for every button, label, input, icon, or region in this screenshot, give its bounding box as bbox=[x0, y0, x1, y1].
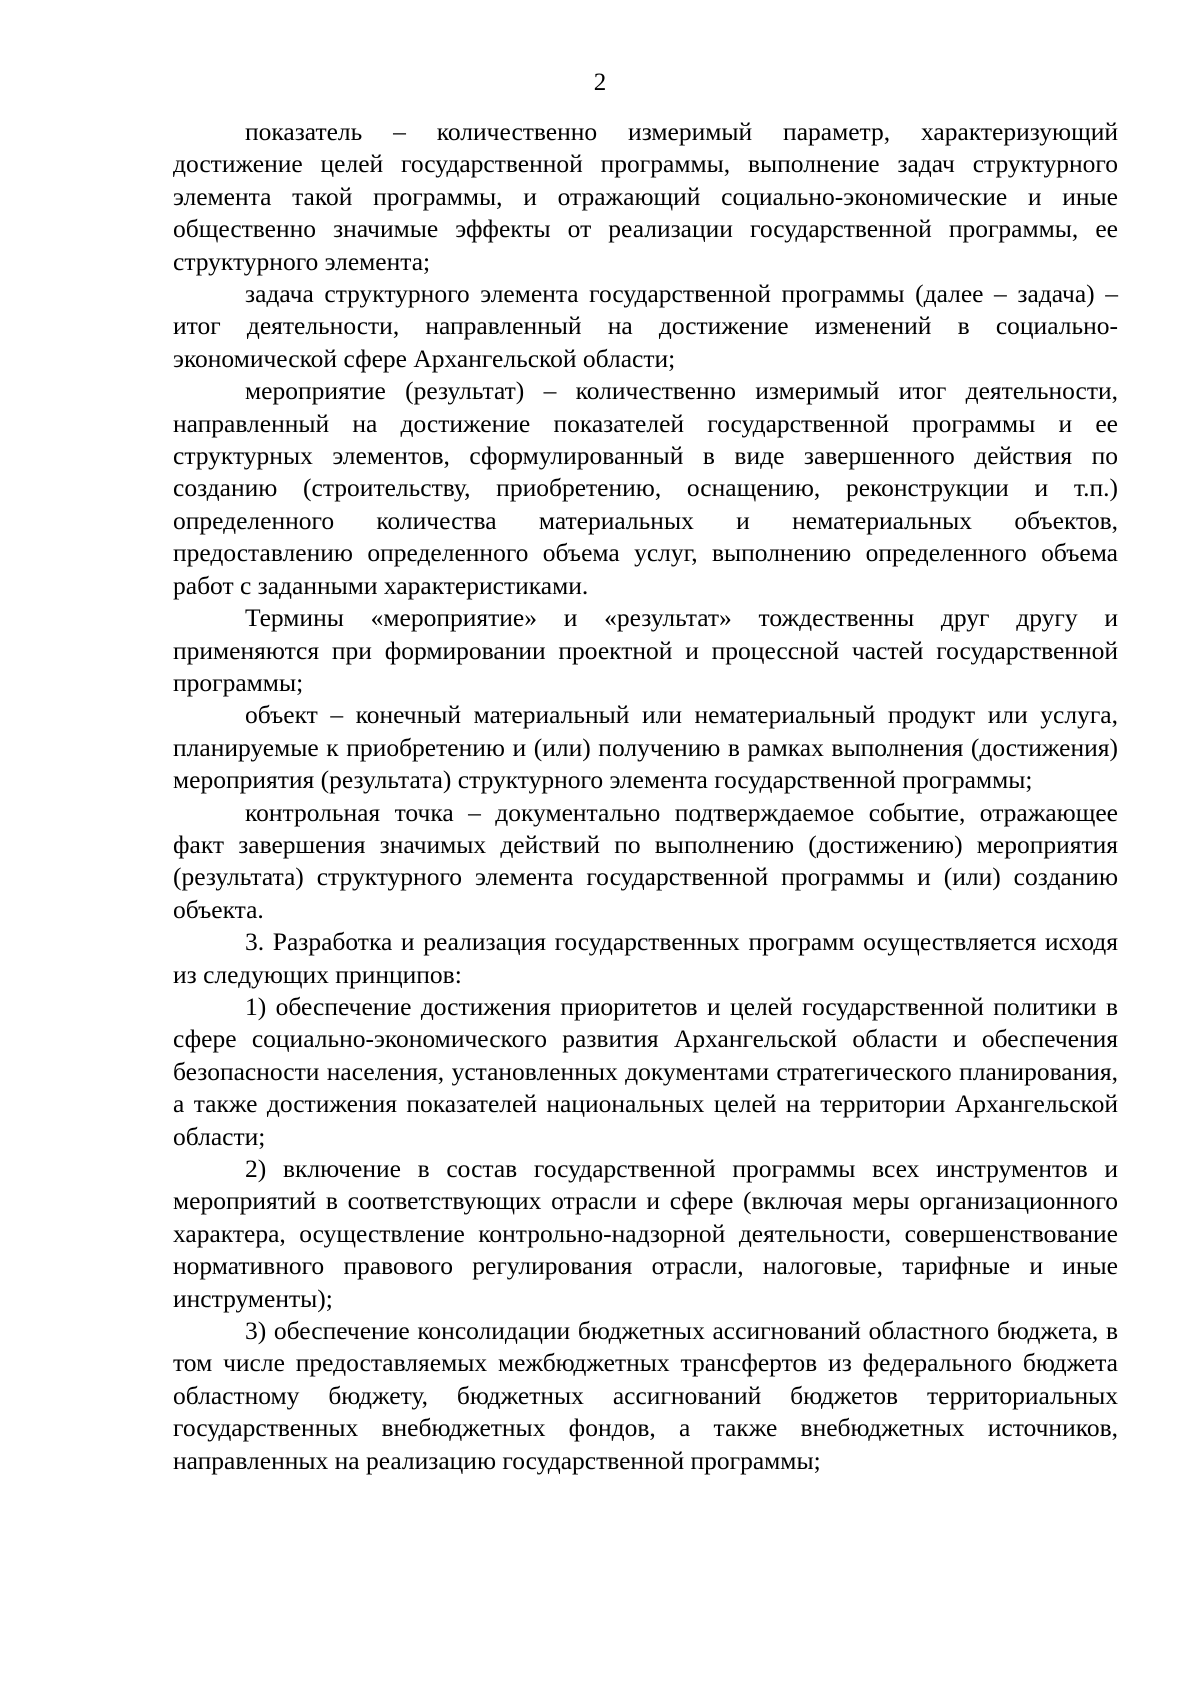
paragraph-terms-identity: Термины «мероприятие» и «результат» тождественны друг другу и применяются при формировании проектной и процессной частей государственной программы; bbox=[173, 603, 1118, 697]
document-body bbox=[173, 116, 1118, 1477]
paragraph-principle-2: 2) включение в состав государственной программы всех инструментов и мероприятий в соответствующих отрасли и сфере (включая меры организационного характера, осуществление контрольно-надзорной деятельности, совершенствование нормативного правового регулирования отрасли, налоговые, тарифные и иные инструменты); bbox=[173, 1154, 1118, 1313]
paragraph-principle-3: 3) обеспечение консолидации бюджетных ассигнований областного бюджета, в том числе предоставляемых межбюджетных трансфертов из федерального бюджета областному бюджету, бюджетных ассигнований бюджетов территориальных государственных внебюджетных фондов, а также внебюджетных источников, направленных на реализацию государственной программы; bbox=[173, 1316, 1118, 1475]
paragraph-activity-definition: мероприятие (результат) – количественно измеримый итог деятельности, направленный на достижение показателей государственной программы и ее структурных элементов, сформулированный в виде завершенного действия по созданию (строительству, приобретению, оснащению, реконструкции и т.п.) определенного количества материальных и нематериальных объектов, предоставлению определенного объема услуг, выполнению определенного объема работ с заданными характеристиками. bbox=[173, 376, 1118, 600]
paragraph-indicator-definition: показатель – количественно измеримый параметр, характеризующий достижение целей государственной программы, выполнение задач структурного элемента такой программы, и отражающий социально-экономические и иные общественно значимые эффекты от реализации государственной программы, ее структурного элемента; bbox=[173, 117, 1118, 276]
paragraph-checkpoint-definition: контрольная точка – документально подтверждаемое событие, отражающее факт завершения значимых действий по выполнению (достижению) мероприятия (результата) структурного элемента государственной программы и (или) созданию объекта. bbox=[173, 797, 1118, 924]
paragraph-section-3: 3. Разработка и реализация государственных программ осуществляется исходя из следующих принципов: bbox=[173, 927, 1118, 989]
page-number: 2 bbox=[593, 69, 607, 96]
paragraph-object-definition: объект – конечный материальный или нематериальный продукт или услуга, планируемые к приобретению и (или) получению в рамках выполнения (достижения) мероприятия (результата) структурного элемента государственной программы; bbox=[173, 700, 1118, 795]
paragraph-principle-1: 1) обеспечение достижения приоритетов и целей государственной политики в сфере социально-экономического развития Архангельской области и обеспечения безопасности населения, установленных документами стратегического планирования, а также достижения показателей национальных целей на территории Архангельской области; bbox=[173, 991, 1118, 1151]
paragraph-task-definition: задача структурного элемента государственной программы (далее – задача) – итог деятельности, направленный на достижение изменений в социально-экономической сфере Архангельской области; bbox=[173, 279, 1118, 373]
